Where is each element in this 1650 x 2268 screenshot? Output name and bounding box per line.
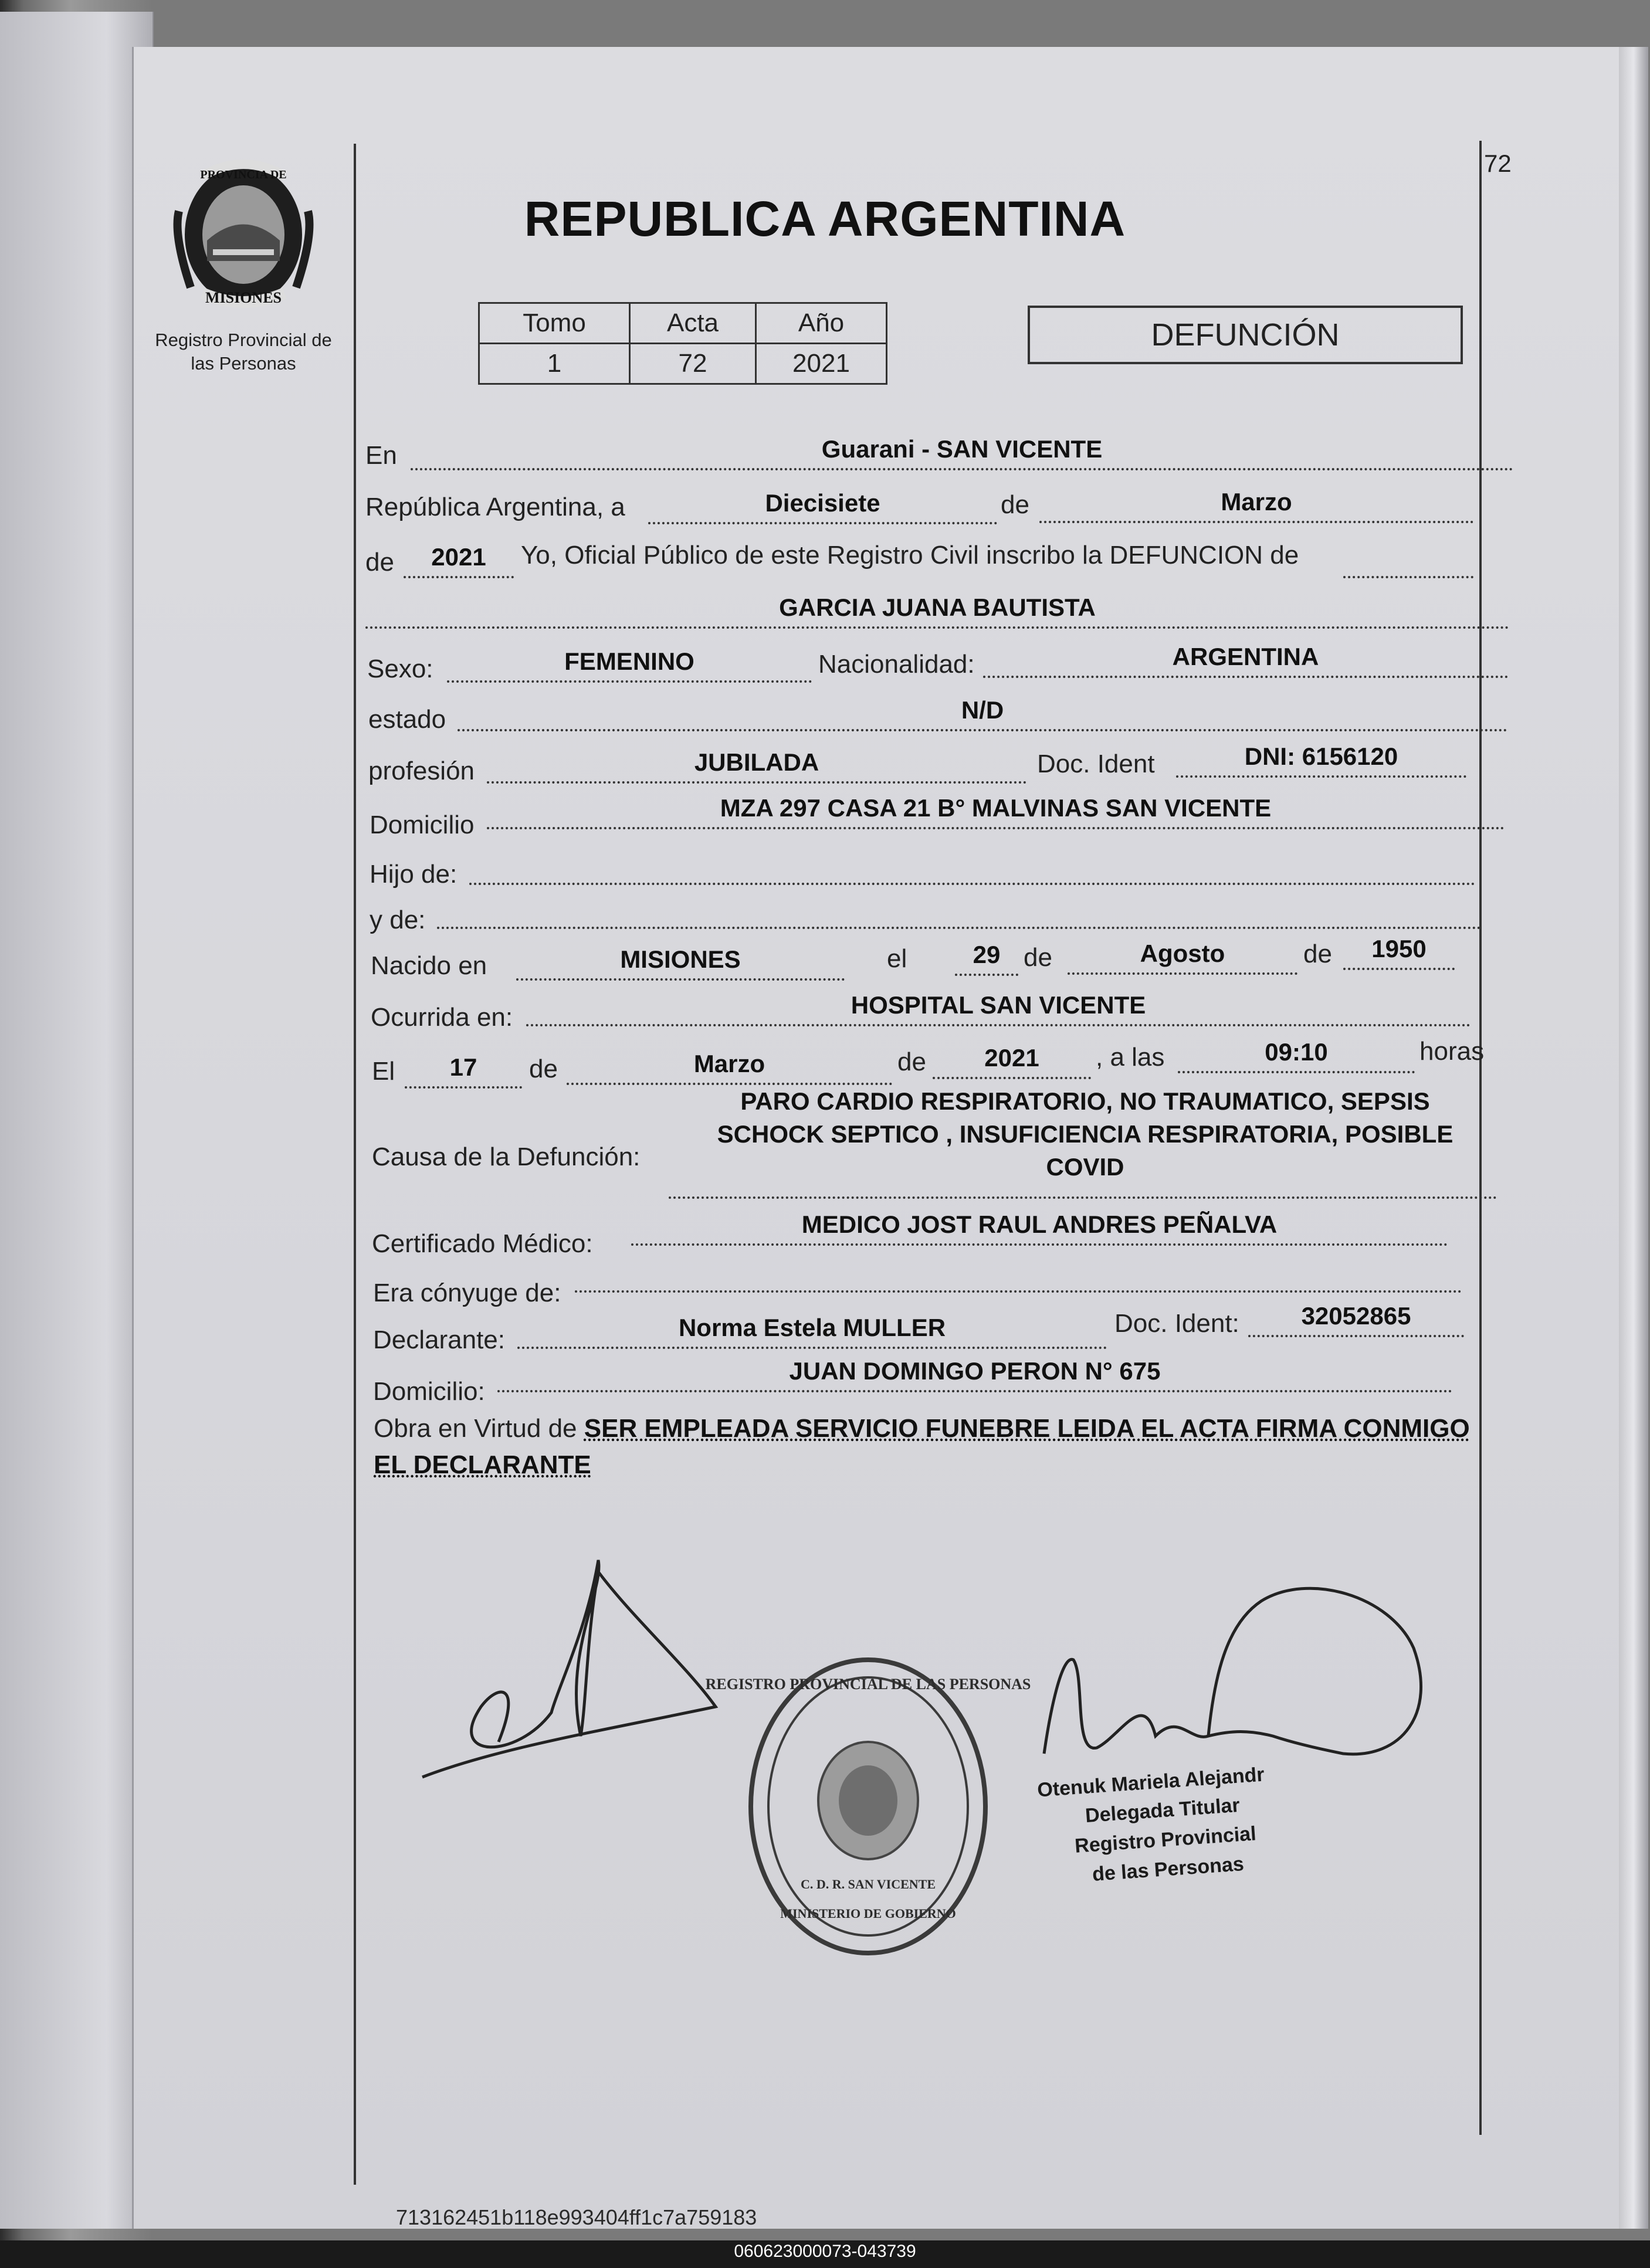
record-table [478, 302, 887, 385]
en-label: En [365, 441, 397, 470]
nacionalidad-label: Nacionalidad: [818, 650, 975, 679]
seal-text-bottom: MISIONES [205, 289, 282, 306]
record-header-acta: Acta [630, 303, 756, 344]
birth-de2-label: de [1303, 940, 1332, 968]
death-year-field: 2021 [933, 1042, 1091, 1079]
nacionalidad-field: ARGENTINA [983, 640, 1508, 678]
cause-line-1: PARO CARDIO RESPIRATORIO, NO TRAUMATICO, SEPSIS [740, 1087, 1430, 1115]
stamp-bottom-text: MINISTERIO DE GOBIERNO [780, 1906, 956, 1921]
left-book-page [0, 12, 154, 2229]
year-prefix-label: de [365, 548, 394, 577]
birth-year-field: 1950 [1343, 933, 1455, 970]
nacido-label: Nacido en [371, 951, 487, 980]
registration-month-field: Marzo [1039, 486, 1473, 523]
page-number: 72 [1484, 150, 1512, 177]
record-header-ano: Año [756, 303, 887, 344]
officer-title-1: Delegada Titular [1084, 1794, 1241, 1828]
deceased-name-field: GARCIA JUANA BAUTISTA [365, 591, 1509, 629]
sexo-field: FEMENINO [447, 645, 812, 683]
estado-field: N/D [458, 694, 1507, 731]
inscribe-blank [1343, 541, 1473, 578]
record-header-tomo: Tomo [479, 303, 630, 344]
hijo-field [469, 847, 1475, 885]
doc-ident-label: Doc. Ident [1037, 750, 1155, 778]
domicilio-label: Domicilio [370, 811, 475, 839]
a-las-label: , a las [1096, 1043, 1165, 1072]
declarante-doc-field: 32052865 [1248, 1300, 1464, 1337]
estado-label: estado [368, 705, 446, 734]
conyuge-field [575, 1255, 1462, 1293]
record-value-tomo: 1 [479, 344, 630, 384]
certificado-field: MEDICO JOST RAUL ANDRES PEÑALVA [631, 1208, 1448, 1246]
registry-caption: Registro Provincial de las Personas [155, 330, 332, 374]
left-margin-rule [354, 144, 356, 2185]
domicilio-field: MZA 297 CASA 21 B° MALVINAS SAN VICENTE [487, 792, 1505, 829]
sexo-label: Sexo: [367, 655, 433, 683]
death-time-field: 09:10 [1178, 1036, 1415, 1073]
death-de2-label: de [897, 1047, 926, 1076]
horas-label: horas [1419, 1037, 1485, 1066]
declarante-label: Declarante: [373, 1325, 506, 1354]
officer-title-2: Registro Provincial [1074, 1822, 1257, 1857]
page-edge [1619, 47, 1648, 2229]
profesion-label: profesión [368, 757, 475, 785]
conyuge-label: Era cónyuge de: [373, 1279, 561, 1307]
yde-label: y de: [370, 906, 426, 934]
el-label: el [887, 944, 907, 973]
declarant-signature [411, 1548, 739, 1795]
ocurrida-label: Ocurrida en: [371, 1003, 513, 1032]
record-value-ano: 2021 [756, 344, 887, 384]
record-value-acta: 72 [630, 344, 756, 384]
obra-en-virtud-paragraph [374, 1411, 1488, 1483]
officer-name: Otenuk Mariela Alejandr [1036, 1763, 1265, 1802]
death-de1-label: de [529, 1055, 558, 1083]
official-stamp [705, 1642, 1031, 1971]
doc-ident-field: DNI: 6156120 [1176, 740, 1466, 778]
deed-type-box: DEFUNCIÓN [1028, 306, 1463, 364]
cause-of-death-field [675, 1085, 1496, 1184]
hijo-label: Hijo de: [370, 860, 458, 889]
birth-day-field: 29 [955, 938, 1018, 976]
declarante-field: Norma Estela MULLER [517, 1311, 1107, 1349]
death-day-field: 17 [405, 1051, 522, 1089]
stamp-center-text: C. D. R. SAN VICENTE [800, 1877, 936, 1891]
stamp-outer-text: REGISTRO PROVINCIAL DE LAS PERSONAS [705, 1676, 1031, 1693]
inscribe-text: Yo, Oficial Público de este Registro Civil inscribo la DEFUNCION de [521, 541, 1299, 569]
barcode-text: 060623000073-043739 [734, 2242, 916, 2261]
place-field: Guarani - SAN VICENTE [411, 433, 1513, 470]
cause-line-3: COVID [1046, 1153, 1124, 1181]
obra-field: SER EMPLEADA SERVICIO FUNEBRE LEIDA EL ACTA FIRMA CONMIGO EL DECLARANTE [374, 1414, 1470, 1479]
certificado-label: Certificado Médico: [372, 1229, 593, 1258]
registration-year-field: 2021 [404, 541, 514, 578]
republica-label: República Argentina, a [365, 493, 625, 521]
causa-label: Causa de la Defunción: [372, 1143, 641, 1171]
declarante-domicilio-field: JUAN DOMINGO PERON N° 675 [497, 1355, 1452, 1392]
document-hash: 713162451b118e993404ff1c7a759183 [396, 2205, 757, 2229]
page-title: REPUBLICA ARGENTINA [524, 191, 1126, 246]
officer-title-3: de las Personas [1091, 1853, 1245, 1886]
obra-label: Obra en Virtud de [374, 1414, 577, 1443]
birthplace-field: MISIONES [516, 943, 845, 981]
birth-de1-label: de [1024, 943, 1052, 972]
declarante-domicilio-label: Domicilio: [373, 1377, 485, 1406]
profesion-field: JUBILADA [487, 746, 1026, 784]
registration-day-field: Diecisiete [648, 487, 997, 524]
de-label: de [1001, 490, 1029, 519]
cause-line-2: SCHOCK SEPTICO , INSUFICIENCIA RESPIRATORIA, POSIBLE [717, 1120, 1454, 1148]
death-el-label: El [372, 1057, 395, 1086]
cause-underline [669, 1196, 1497, 1199]
seal-text-top: PROVINCIA DE [200, 168, 287, 181]
yde-field [437, 891, 1481, 929]
death-month-field: Marzo [567, 1047, 892, 1085]
declarante-doc-label: Doc. Ident: [1114, 1309, 1239, 1338]
death-place-field: HOSPITAL SAN VICENTE [526, 989, 1471, 1026]
birth-month-field: Agosto [1068, 937, 1297, 975]
